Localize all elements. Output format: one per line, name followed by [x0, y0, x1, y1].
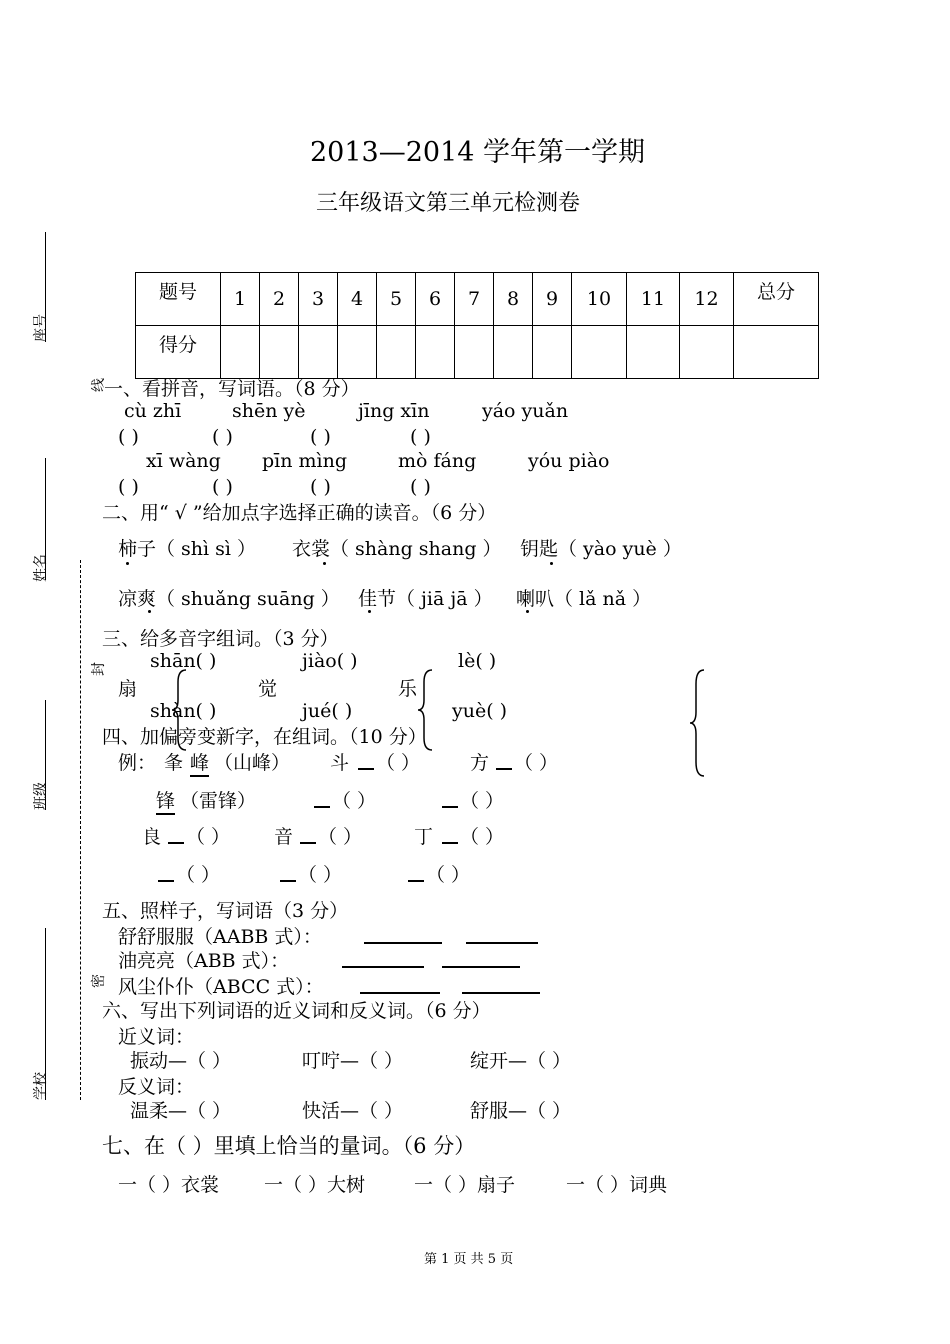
- table-header-total: 总分: [734, 273, 819, 326]
- table-cell: 5: [377, 273, 416, 326]
- q3-char: 觉: [258, 678, 278, 700]
- q4-char: 丁: [414, 826, 434, 848]
- q4-example-char: 夆: [164, 752, 184, 774]
- answer-line[interactable]: [496, 768, 512, 770]
- answer-line[interactable]: [442, 842, 458, 844]
- answer-line[interactable]: [408, 880, 424, 882]
- q3-blank[interactable]: shān( ): [150, 650, 217, 672]
- q3-blank[interactable]: yuè( ): [452, 700, 508, 722]
- table-cell: 1: [221, 273, 260, 326]
- q1-pinyin: yóu piào: [528, 450, 610, 472]
- score-cell[interactable]: [377, 326, 416, 379]
- name-label: 姓名: [33, 554, 49, 582]
- school-label: 学校: [33, 1072, 49, 1100]
- q2-title: 二、用“ √ ”给加点字选择正确的读音。（6 分）: [102, 502, 497, 524]
- q4-paren[interactable]: （ ）: [318, 826, 363, 848]
- q7-item[interactable]: 一（ ）词典: [566, 1174, 668, 1196]
- q3-blank[interactable]: jiào( ): [302, 650, 358, 672]
- score-cell[interactable]: [338, 326, 377, 379]
- table-cell: 7: [455, 273, 494, 326]
- q1-blank[interactable]: ( ): [118, 426, 139, 448]
- q4-paren[interactable]: （ ）: [176, 864, 221, 886]
- q4-char: 方: [470, 752, 490, 774]
- q1-pinyin: mò fáng: [398, 450, 477, 472]
- q2-item[interactable]: 凉爽（ shuǎng suāng ）: [118, 588, 340, 610]
- score-cell[interactable]: [533, 326, 572, 379]
- q1-blank[interactable]: ( ): [212, 426, 233, 448]
- brace-icon: [688, 668, 708, 778]
- score-cell[interactable]: [455, 326, 494, 379]
- q6-ant-label: 反义词：: [118, 1076, 195, 1098]
- emphasis-dot: [323, 562, 326, 565]
- q4-paren[interactable]: （ ）: [332, 790, 377, 812]
- score-cell[interactable]: [260, 326, 299, 379]
- page-number: 第 1 页 共 5 页: [424, 1252, 514, 1267]
- table-cell: 10: [572, 273, 627, 326]
- emphasis-dot: [126, 562, 129, 565]
- seat-label: 座号: [33, 314, 49, 342]
- q4-char: 音: [274, 826, 294, 848]
- secret-marker: 密: [91, 974, 107, 988]
- q4-paren[interactable]: （ ）: [376, 752, 421, 774]
- table-cell: 6: [416, 273, 455, 326]
- q2-item[interactable]: 柿子（ shì sì ）: [118, 538, 257, 560]
- q2-item[interactable]: 衣裳（ shàng shang ）: [292, 538, 502, 560]
- score-cell[interactable]: [572, 326, 627, 379]
- q4-char: 良: [142, 826, 162, 848]
- q2-item[interactable]: 钥匙（ yào yuè ）: [520, 538, 682, 560]
- q1-pinyin: xī wàng: [146, 450, 221, 472]
- q5-item: 风尘仆仆（ABCC 式）：: [118, 976, 324, 998]
- answer-line[interactable]: [364, 942, 442, 944]
- q1-blank[interactable]: ( ): [410, 476, 431, 498]
- q4-example-word: 峰: [190, 748, 209, 777]
- q4-paren[interactable]: （ ）: [298, 864, 343, 886]
- q2-item[interactable]: 喇叭（ lǎ nǎ ）: [516, 588, 652, 610]
- answer-line[interactable]: [462, 992, 540, 994]
- q5-item: 舒舒服服（AABB 式）：: [118, 926, 322, 948]
- answer-line[interactable]: [300, 842, 316, 844]
- q5-item: 油亮亮（ABB 式）：: [118, 950, 290, 972]
- table-cell: 9: [533, 273, 572, 326]
- q4-paren[interactable]: （ ）: [186, 826, 231, 848]
- q1-blank[interactable]: ( ): [118, 476, 139, 498]
- score-table: [135, 272, 819, 379]
- q6-syn-label: 近义词：: [118, 1026, 195, 1048]
- q3-char: 乐: [398, 678, 418, 700]
- answer-line[interactable]: [280, 880, 296, 882]
- q4-example-note: （山峰）: [214, 752, 291, 774]
- q4-example-note: （雷锋）: [180, 790, 257, 812]
- table-cell: 12: [680, 273, 734, 326]
- score-cell[interactable]: [221, 326, 260, 379]
- score-cell[interactable]: [299, 326, 338, 379]
- q3-char: 扇: [118, 678, 138, 700]
- q1-pinyin: yáo yuǎn: [482, 400, 569, 422]
- q1-pinyin: pīn mìng: [262, 450, 348, 472]
- binding-dashed-line: [80, 560, 81, 1100]
- q1-pinyin: shēn yè: [232, 400, 306, 422]
- answer-line[interactable]: [168, 842, 184, 844]
- q7-item[interactable]: 一（ ）大树: [264, 1174, 366, 1196]
- q6-item[interactable]: 快活—（ ）: [302, 1100, 404, 1122]
- score-cell[interactable]: [680, 326, 734, 379]
- emphasis-dot: [148, 610, 151, 613]
- q1-blank[interactable]: ( ): [212, 476, 233, 498]
- q5-title: 五、照样子，写词语（3 分）: [102, 900, 349, 922]
- table-cell: 11: [627, 273, 680, 326]
- answer-line[interactable]: [158, 880, 174, 882]
- q4-paren[interactable]: （ ）: [514, 752, 559, 774]
- q1-blank[interactable]: ( ): [310, 426, 331, 448]
- answer-line[interactable]: [342, 966, 424, 968]
- q6-title: 六、写出下列词语的近义词和反义词。（6 分）: [102, 1000, 491, 1022]
- line-marker: 线: [91, 378, 107, 392]
- q1-pinyin: jīng xīn: [358, 400, 430, 422]
- emphasis-dot: [550, 562, 553, 565]
- answer-line[interactable]: [360, 992, 440, 994]
- q4-char: 斗: [330, 752, 350, 774]
- table-cell: 8: [494, 273, 533, 326]
- emphasis-dot: [526, 610, 529, 613]
- page-title: 2013—2014 学年第一学期: [310, 137, 646, 168]
- q6-item[interactable]: 振动—（ ）: [130, 1050, 232, 1072]
- score-cell[interactable]: [627, 326, 680, 379]
- q7-item[interactable]: 一（ ）衣裳: [118, 1174, 220, 1196]
- q4-paren[interactable]: （ ）: [460, 826, 505, 848]
- table-cell: 3: [299, 273, 338, 326]
- answer-line[interactable]: [466, 942, 538, 944]
- score-cell[interactable]: [734, 326, 819, 379]
- answer-line[interactable]: [442, 966, 520, 968]
- q1-pinyin: cù zhī: [124, 400, 182, 422]
- q6-item[interactable]: 绽开—（ ）: [470, 1050, 572, 1072]
- q4-paren[interactable]: （ ）: [426, 864, 471, 886]
- q3-blank[interactable]: lè( ): [458, 650, 497, 672]
- answer-line[interactable]: [358, 768, 374, 770]
- q1-title: 一、看拼音，写词语。（8 分）: [104, 378, 360, 400]
- q4-paren[interactable]: （ ）: [460, 790, 505, 812]
- score-cell[interactable]: [494, 326, 533, 379]
- q1-blank[interactable]: ( ): [310, 476, 331, 498]
- q6-item[interactable]: 舒服—（ ）: [470, 1100, 572, 1122]
- q3-blank[interactable]: shàn( ): [150, 700, 217, 722]
- table-header-score: 得分: [136, 326, 221, 379]
- emphasis-dot: [368, 610, 371, 613]
- q7-title: 七、在（ ）里填上恰当的量词。（6 分）: [102, 1134, 476, 1158]
- answer-line[interactable]: [314, 806, 330, 808]
- q7-item[interactable]: 一（ ）扇子: [414, 1174, 516, 1196]
- table-cell: 2: [260, 273, 299, 326]
- q6-item[interactable]: 叮咛—（ ）: [302, 1050, 404, 1072]
- q6-item[interactable]: 温柔—（ ）: [130, 1100, 232, 1122]
- answer-line[interactable]: [442, 806, 458, 808]
- score-cell[interactable]: [416, 326, 455, 379]
- q2-item[interactable]: 佳节（ jiā jā ）: [358, 588, 493, 610]
- q3-title: 三、给多音字组词。（3 分）: [102, 628, 339, 650]
- class-label: 班级: [33, 782, 49, 810]
- seal-marker: 封: [91, 662, 107, 676]
- q1-blank[interactable]: ( ): [410, 426, 431, 448]
- table-cell: 4: [338, 273, 377, 326]
- q4-title: 四、加偏旁变新字，在组词。（10 分）: [102, 726, 427, 748]
- q4-example-prefix: 例：: [118, 752, 157, 774]
- q3-blank[interactable]: jué( ): [302, 700, 353, 722]
- table-header-number: 题号: [136, 273, 221, 326]
- page-subtitle: 三年级语文第三单元检测卷: [316, 191, 581, 216]
- q4-example-word: 锋: [156, 786, 175, 815]
